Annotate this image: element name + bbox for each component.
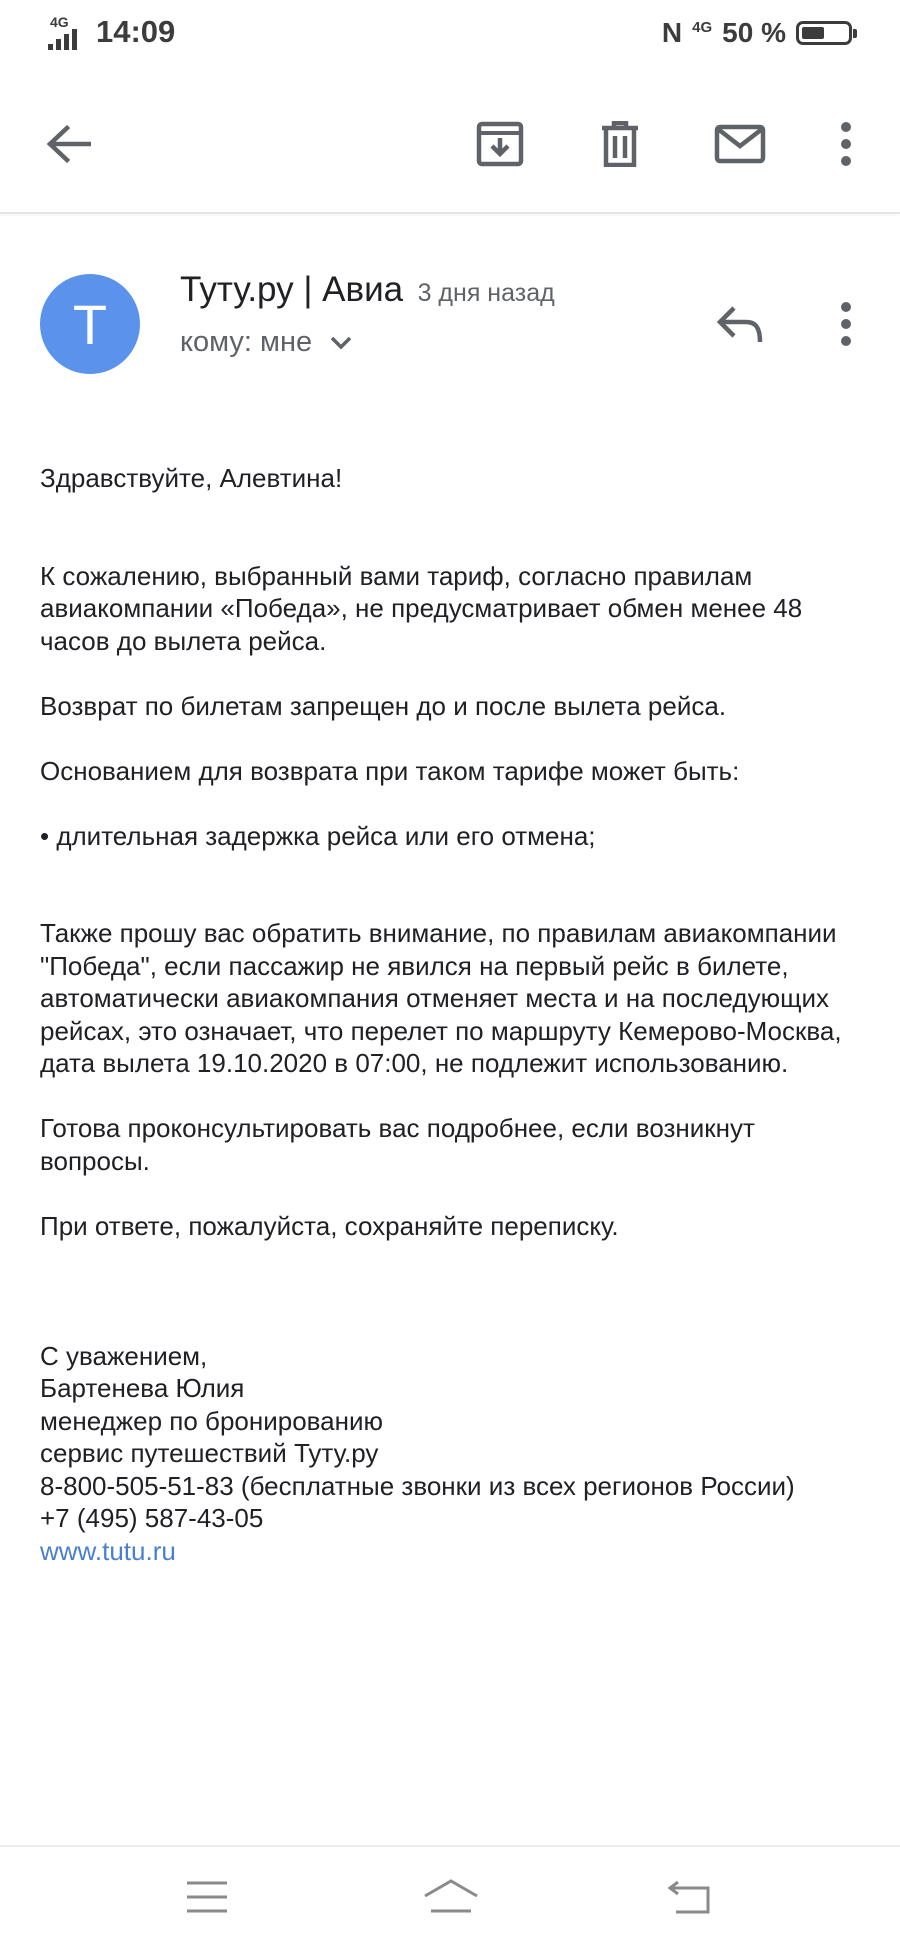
signature-closing: С уважением,: [40, 1340, 208, 1371]
archive-icon: [476, 121, 524, 167]
greeting: Здравствуйте, Алевтина!: [40, 463, 343, 493]
body-paragraph: Возврат по билетам запрещен до и после вылета рейса.: [40, 690, 727, 721]
back-button[interactable]: [36, 112, 100, 176]
body-paragraph: Готова проконсультировать вас подробнее, если возникнут вопросы.: [40, 1113, 755, 1176]
system-nav-bar: [0, 1845, 900, 1952]
cell-signal: [48, 14, 86, 50]
battery-percent: 50 %: [722, 17, 786, 48]
bullet-item: • длительная задержка рейса или его отмена;: [40, 820, 596, 851]
status-left: [48, 14, 175, 50]
recent-apps-button[interactable]: [162, 1867, 252, 1927]
reply-icon: [716, 304, 764, 344]
sender-name: Туту.ру | Авиа: [180, 270, 404, 309]
back-icon: [666, 1879, 712, 1915]
home-button[interactable]: [406, 1867, 496, 1927]
battery-icon: [796, 21, 852, 45]
signature-name: Бартенева Юлия: [40, 1373, 245, 1403]
signature-company: сервис путешествий Туту.ру: [40, 1438, 379, 1468]
signature-phone: 8-800-505-51-83 (бесплатные звонки из всех регионов России): [40, 1470, 795, 1501]
signature-role: менеджер по бронированию: [40, 1405, 384, 1436]
home-icon: [422, 1878, 480, 1916]
sender-line: [180, 270, 555, 310]
more-vert-icon: [840, 122, 852, 166]
status-bar: [0, 0, 900, 72]
website-link[interactable]: www.tutu.ru: [40, 1535, 176, 1566]
arrow-back-icon: [45, 124, 91, 164]
more-vert-icon: [840, 302, 852, 346]
battery-level-fill: [802, 27, 824, 39]
mark-unread-button[interactable]: [708, 112, 772, 176]
sent-time: 3 дня назад: [417, 279, 555, 307]
clock: 14:09: [96, 14, 176, 49]
message-body: [40, 462, 870, 1567]
body-paragraph: Также прошу вас обратить внимание, по правилам авиакомпании "Победа", если пассажир не явился на первый рейс в билете, автоматически авиакомпания отменяет места и на последующих рейсах, это означает, что перелет по маршруту Кемерово-Москва, дата вылета 19.10.2020 в 07:00, не подлежит использованию.: [40, 918, 842, 1078]
system-back-button[interactable]: [644, 1867, 734, 1927]
body-paragraph: Основанием для возврата при таком тарифе может быть:: [40, 755, 740, 786]
nfc-icon: N: [661, 17, 683, 48]
signature-phone: +7 (495) 587-43-05: [40, 1503, 264, 1533]
signal-bars-icon: [48, 29, 77, 50]
archive-button[interactable]: [468, 112, 532, 176]
recipient-label: кому: мне: [180, 326, 313, 358]
app-bar: [0, 72, 900, 214]
delete-button[interactable]: [588, 112, 652, 176]
recipient-details-toggle[interactable]: [180, 326, 352, 359]
body-paragraph: При ответе, пожалуйста, сохраняйте переписку.: [40, 1210, 619, 1241]
body-paragraph: К сожалению, выбранный вами тариф, согласно правилам авиакомпании «Победа», не предусматривает обмен менее 48 часов до вылета рейса.: [40, 560, 803, 656]
trash-icon: [600, 121, 640, 167]
network-type-label: 4G: [50, 14, 69, 30]
reply-button[interactable]: [708, 292, 772, 356]
message-more-button[interactable]: [814, 292, 878, 356]
more-options-button[interactable]: [814, 112, 878, 176]
sender-avatar[interactable]: T: [40, 274, 140, 374]
network-type-right: 4G: [692, 19, 713, 36]
status-right: [662, 18, 852, 48]
chevron-down-icon: [330, 336, 352, 350]
envelope-icon: [714, 124, 766, 164]
menu-icon: [185, 1880, 229, 1914]
